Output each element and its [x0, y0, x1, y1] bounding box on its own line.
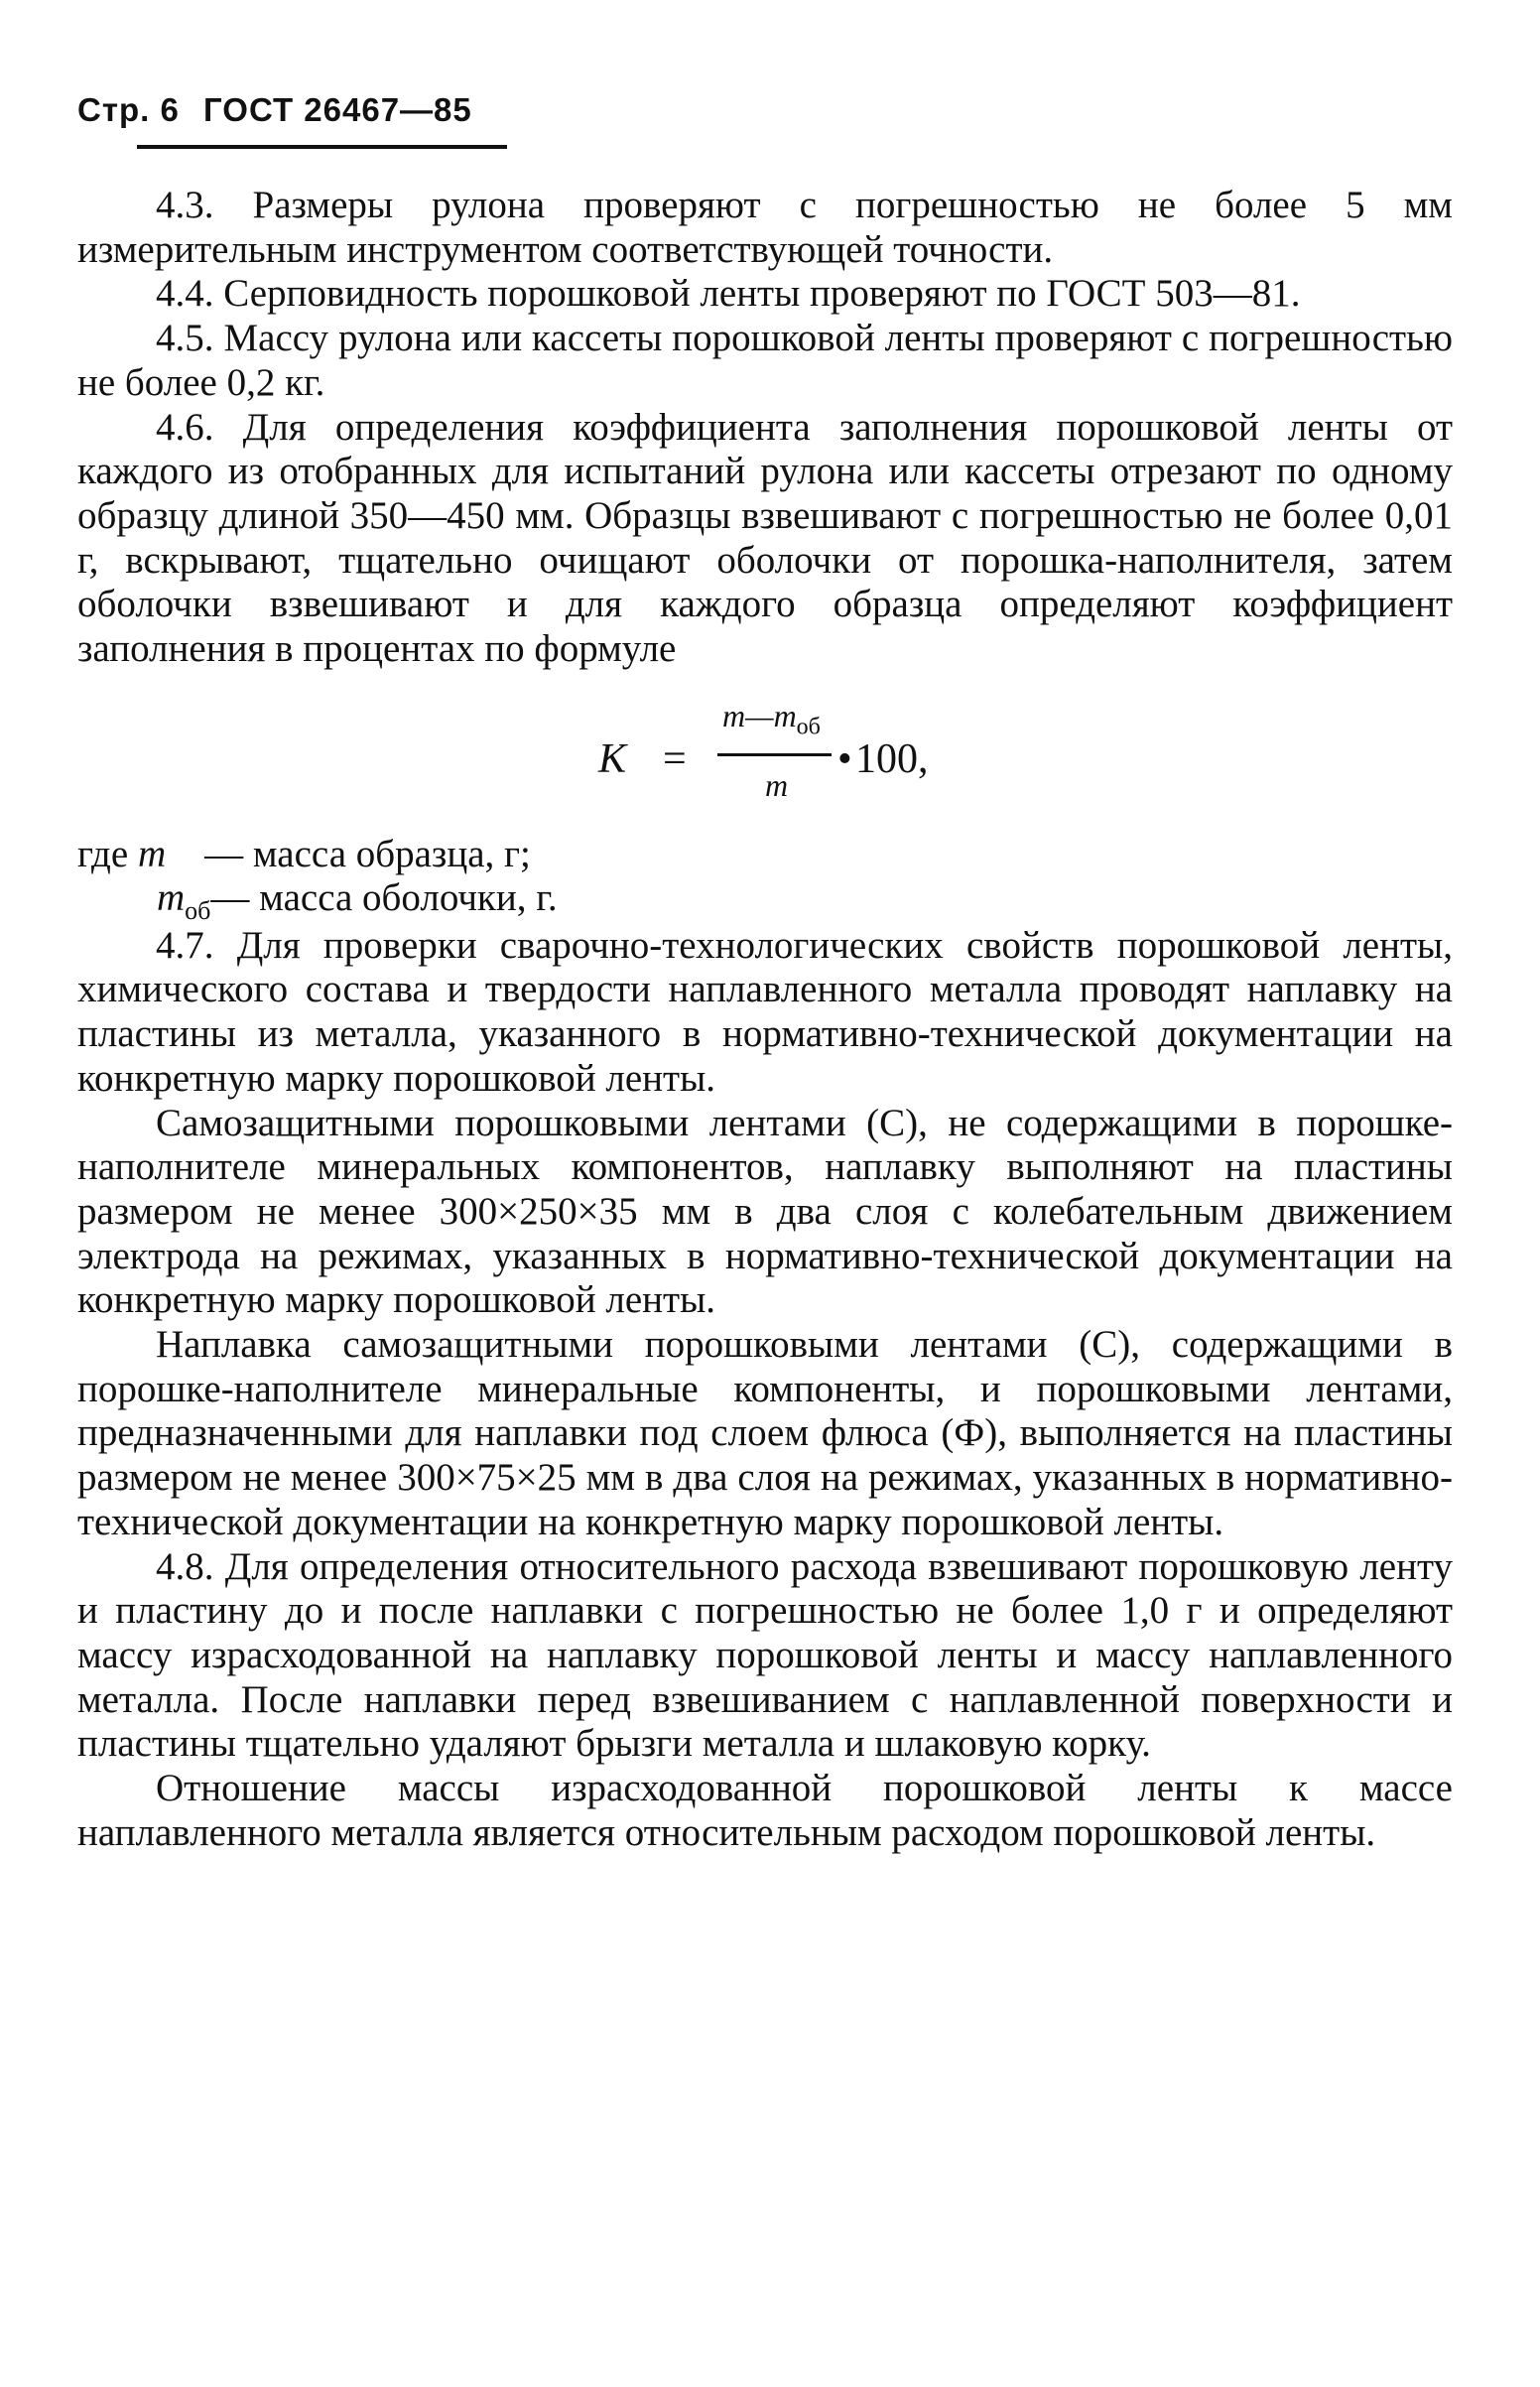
legend-intro: где [77, 832, 129, 875]
formula-denominator: m [765, 766, 789, 803]
header-underline [137, 145, 507, 149]
page-header [77, 91, 486, 129]
paragraph-4-8: 4.8. Для определения относительного расхода взвешивают порошковую ленту и пластину до и после наплавки с погрешностью не более 1,0 г и определяют массу израсходованной на наплавку порошковой ленты и массу наплавленного металла. После наплавки перед взвешиванием с наплавленной поверхности и пластины тщательно удаляют брызги металла и шлаковую корку. [77, 1544, 1453, 1766]
paragraph-4-3: 4.3. Размеры рулона проверяют с погрешностью не более 5 мм измерительным инструментом соответствующей точности. [77, 184, 1453, 271]
paragraph-4-4: 4.4. Серповидность порошковой ленты проверяют по ГОСТ 503—81. [156, 272, 1301, 316]
paragraph-4-5: 4.5. Массу рулона или кассеты порошковой ленты проверяют с погрешностью не более 0,2 кг. [77, 317, 1453, 404]
standard-designation: ГОСТ 26467—85 [203, 91, 472, 128]
formula-numerator [722, 694, 821, 749]
formula-lhs: K [598, 735, 627, 782]
formula-factor: 100, [855, 735, 929, 782]
paragraph-4-8-ratio: Отношение массы израсходованной порошковой ленты к массе наплавленного металла является относительным расходом порошковой ленты. [77, 1767, 1453, 1854]
paragraph-4-6: 4.6. Для определения коэффициента заполнения порошковой ленты от каждого из отобранных для испытаний рулона или кассеты отрезают по одному образцу длиной 350—450 мм. Образцы взвешивают с погрешностью не более 0,01 г, вскрывают, тщательно очищают оболочки от порошка-наполнителя, затем оболочки взвешивают и для каждого образца определяют коэффициент заполнения в процентах по формуле [77, 405, 1453, 671]
legend-mob-desc: — масса оболочки, г. [210, 875, 558, 919]
legend-row-mob [157, 876, 558, 934]
fill-coefficient-formula [77, 688, 1453, 823]
formula-numerator-var: m—m [722, 697, 797, 733]
page-number-label: Стр. 6 [77, 91, 180, 128]
legend-mob-sub: об [185, 895, 211, 925]
legend-mob-symbol: m [157, 875, 186, 919]
paragraph-4-7: 4.7. Для проверки сварочно-технологических свойств порошковой ленты, химического состава и твердости наплавленного металла проводят наплавку на пластины из металла, указанного в нормативно-технической документации на конкретную марку порошковой ленты. [77, 923, 1453, 1100]
legend-row-m [77, 833, 531, 877]
formula-dot: • [837, 735, 852, 782]
document-body [77, 184, 1453, 1856]
paragraph-4-7-self-shielded: Самозащитными порошковыми лентами (С), не содержащими в порошке-наполнителе минеральных компонентов, наплавку выполняют на пластины размером не менее 300×250×35 мм в два слоя с колебательным движением электрода на режимах, указанных в нормативно-технической документации на конкретную марку порошковой ленты. [77, 1101, 1453, 1322]
formula-equals: = [663, 735, 687, 782]
paragraph-4-7-flux: Наплавка самозащитными порошковыми лентами (С), содержащими в порошке-наполнителе минеральные компоненты, и порошковыми лентами, предназначенными для наплавки под слоем флюса (Ф), выполняется на пластины размером не менее 300×75×25 мм в два слоя на режимах, указанных в нормативно-технической документации на конкретную марку порошковой ленты. [77, 1323, 1453, 1543]
formula-fraction-bar [717, 753, 832, 756]
legend-m-symbol: m [137, 832, 167, 875]
formula-numerator-sub: об [796, 714, 821, 740]
legend-m-desc: — масса образца, г; [204, 832, 531, 875]
formula-legend [77, 833, 1453, 924]
